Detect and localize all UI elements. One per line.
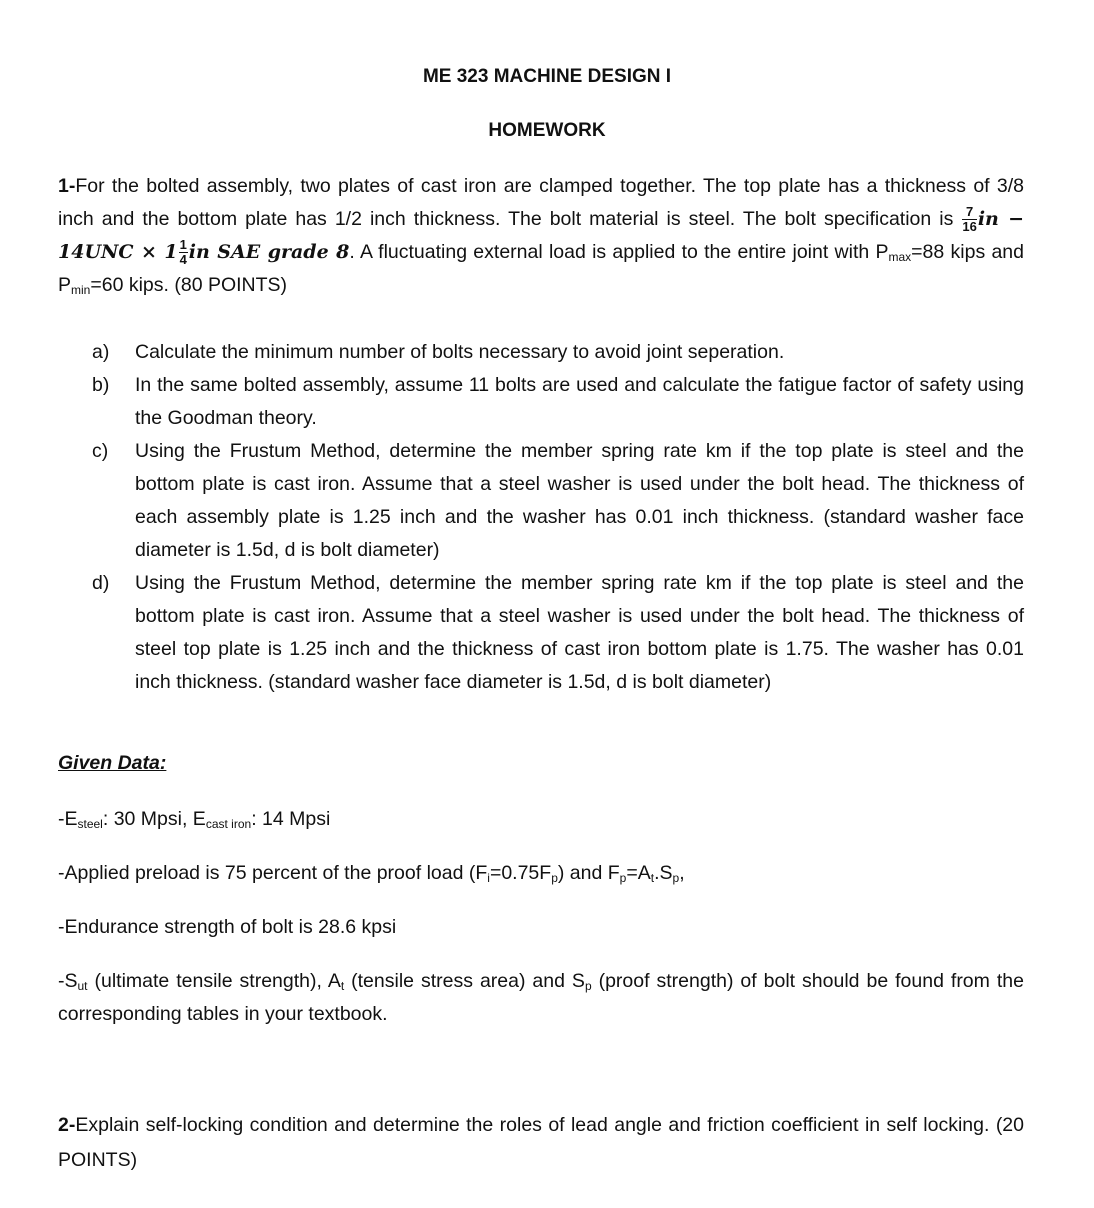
pmin: $P_{min}=60$ kips. (80 POINTS) [58, 274, 288, 297]
list-item: d) Using the Frustum Method, determine the member spring rate km if the top plate is steel and the bottom plate is cast iron. Assume that a steel washer is used under the bolt head. The thickness of steel top plate is 1.25 inch and the thickness of cast iron bottom plate is 1.75. The washer has 0.01 inch thickness. (standard washer face diameter is 1.5d, d is bolt diameter) [92, 572, 1024, 693]
question-1-load-text: . A fluctuating external load is applied to the entire joint with [349, 241, 870, 263]
question-2-number: 2- [58, 1114, 76, 1136]
question-2-text: Explain self-locking condition and determine the roles of lead angle and friction coefficient in self locking. (20 POINTS) [58, 1114, 1024, 1171]
question-1-number: 1- [58, 175, 76, 197]
list-item: a) Calculate the minimum number of bolts necessary to avoid joint seperation. [92, 341, 785, 363]
bolt-spec-part2: in SAE grade 8 [188, 241, 350, 263]
fraction-one-quarter: $\frac{1}{4}$ [179, 237, 187, 268]
question-1-parts [92, 336, 1024, 699]
question-2 [58, 1108, 1024, 1178]
document-title: HOMEWORK [488, 120, 606, 141]
course-title: ME 323 MACHINE DESIGN I [422, 66, 672, 87]
list-item: c) Using the Frustum Method, determine the member spring rate km if the top plate is steel and the bottom plate is cast iron. Assume that a steel washer is used under the bolt head. The thickness of each assembly plate is 1.25 inch and the washer has 0.01 inch thickness. (standard washer face diameter is 1.5d, d is bolt diameter) [92, 440, 1024, 561]
pmax: $P_{max}=88$ kips and [875, 241, 1024, 264]
endurance-line: -Endurance strength of bolt is 28.6 kpsi [58, 916, 397, 938]
fraction-seven-sixteenths: $\frac{7}{16}$ [962, 204, 977, 235]
question-1 [58, 170, 1024, 302]
preload-line: -Applied preload is 75 percent of the proof load $(F_i=0.75F_p)$ and $F_p=A_t.S_p$, [58, 862, 685, 885]
bolt-spec-part1: in − 14UNC × 1 [58, 208, 1024, 263]
given-data-heading: Given Data: [58, 752, 167, 774]
list-item: b) In the same bolted assembly, assume 11 bolts are used and calculate the fatigue factor of safety using the Goodman theory. [92, 374, 1024, 429]
question-1-text: For the bolted assembly, two plates of cast iron are clamped together. The top plate has a thickness of 3/8 inch and the bottom plate has 1/2 inch thickness. The bolt material is steel. The bolt specification is [58, 175, 1024, 230]
elastic-moduli: $-E_{steel}$: 30 Mpsi, $E_{cast iron}$: 14 Mpsi [58, 808, 331, 831]
sut-line: $-S_{ut}$ (ultimate tensile strength), $A_t$ (tensile stress area) and $S_p$ (proof strength) of bolt should be found from the corresponding tables in your textbook. [58, 970, 1024, 1025]
